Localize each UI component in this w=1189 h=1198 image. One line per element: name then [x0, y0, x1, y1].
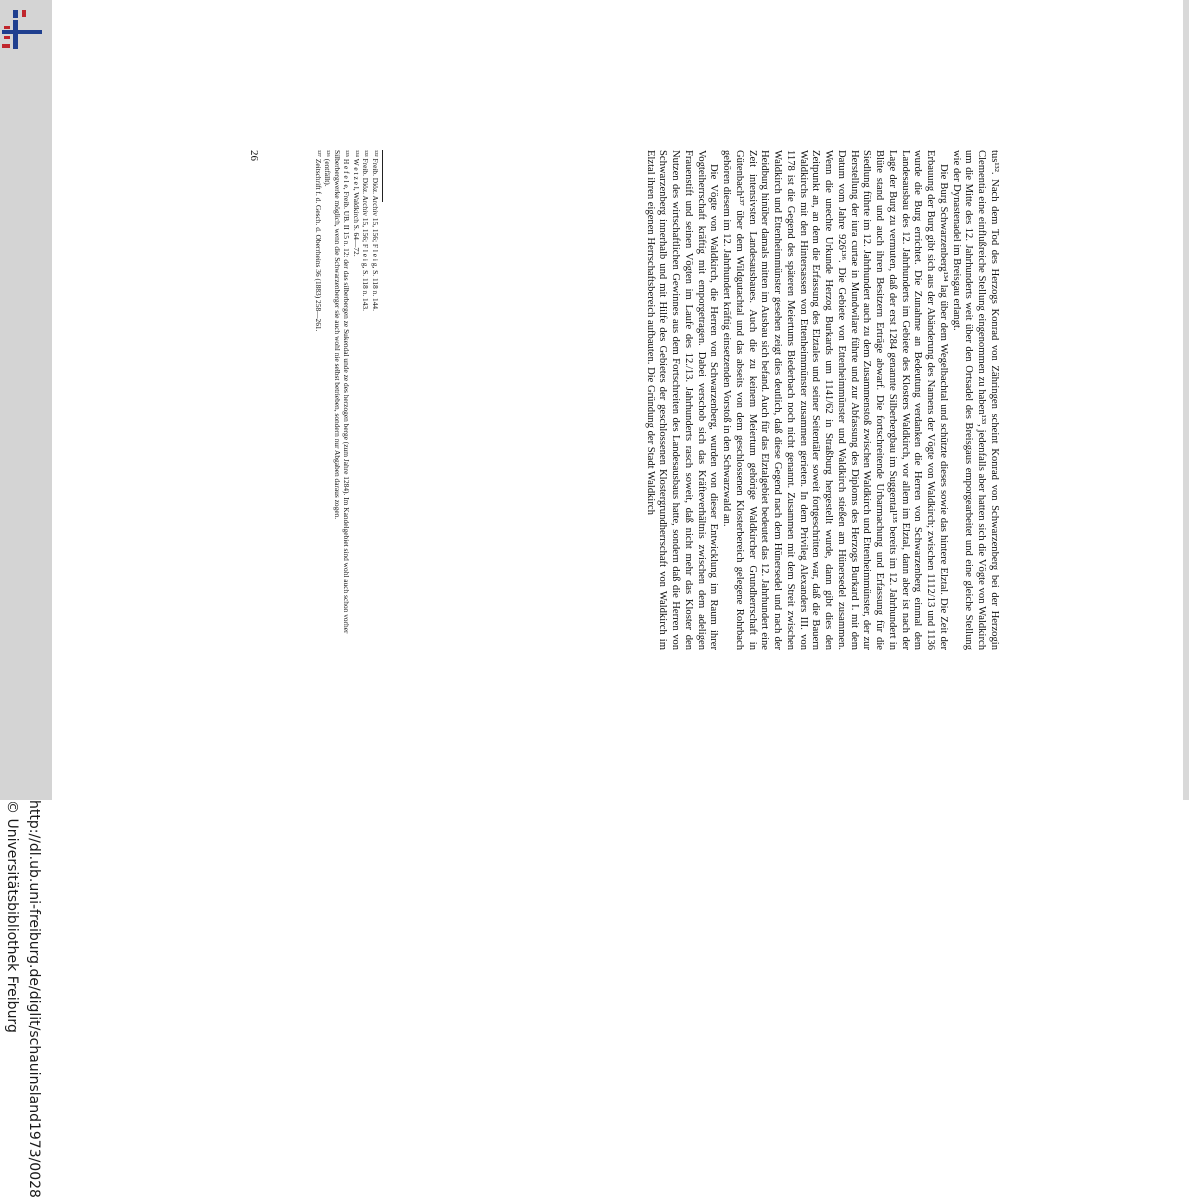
footnote: ¹³⁶ (entfällt). — [323, 150, 333, 187]
page-number: 26 — [248, 150, 260, 161]
body-text — [643, 150, 1000, 650]
copyright-notice: © Universitätsbibliothek Freiburg — [4, 800, 20, 1033]
footnotes — [314, 150, 381, 650]
footnote: ¹³² Freib. Diöz. Archiv 15, 156; F l e i g, S. 118 n. 144. — [371, 150, 380, 311]
paragraph: tus¹³². Nach dem Tod des Herzogs Konrad von Zähringen scheint Konrad von Schwarzenberg bei der Herzogin Clementia eine einflußreiche Stellung eingenommen zu haben¹³³, jedenfalls aber hatten sich die Vögte von Waldkirch um die Mitte des 12. Jahrhunderts weit über den Ortsadel des Breisgaus emporgearbeitet und eine gleiche Stellung wie der Dynastenadel im Breisgau erlangt. — [950, 150, 1000, 650]
paragraph: Die Burg Schwarzenberg¹³⁴ lag über dem Wegelbachtal und schützte dieses sowie das hintere Elztal. Die Zeit der Erbauung der Burg gibt sich aus der Abänderung des Namens der Vögte von Waldkirch; zwischen 1112/13 und 1136 wurde die Burg errichtet. Die Zunahme an Bedeutung verdanken die Herren von Schwarzenberg einmal dem Landesausbau des 12. Jahrhunderts im Gebiete des Klosters Waldkirch, vor allem im Elztal, dann aber ist nach der Lage der Burg zu vermuten, daß der erst 1284 genannte Silberbergbau im Suggental¹³⁵ bereits im 12. Jahrhundert in Blüte stand und auch ihren Besitzern Erträge abwarf. Die fortschreitende Urbarmachung und Erfassung für die Siedlung führte im 12. Jahrhundert auch zu dem Zusammenstoß zwischen Waldkirch und Ettenheimmünster, der zur Herstellung der iura curtae in Mundwilare führte und zur Abfassung des Diploms des Herzogs Burkard I. mit dem Datum vom Jahre 926¹³⁶. Die Gebiete von Ettenheimmünster und Waldkirch stießen am Hünersedel zusammen. Wenn die unechte Urkunde Herzog Burkards um 1141/62 in Straßburg hergestellt wurde, dann gibt dies den Zeitpunkt an, an dem die Erfassung des Elztales und seiner Seitentäler soweit fortgeschritten war, daß die Bauern Waldkirchs mit den Hintersassen von Ettenheimmünster zusammen gerieten. In dem Privileg Alexanders III. von 1178 ist die Gegend des späteren Meiertums Biederbach noch nicht genannt. Zusammen mit dem Streit zwischen Waldkirch und Ettenheimmünster gesehen zeigt dies deutlich, daß diese Gegend nach dem Hünersedel und nach der Heidburg hinüber damals mitten im Ausbau sich befand. Auch für das Elztalgebiet bedeutet das 12. Jahrhundert eine Zeit intensivsten Landesausbaues. Auch die zu keinem Meiertum gehörige Waldkircher Grundherrschaft in Gütenbach¹³⁷ über dem Wildgutachtal und das abseits von dem geschlossenen Klosterbereich gelegene Rohrbach gehören diesem im 12. Jahrhundert kräftig einsetzenden Vorstoß in den Schwarzwald an. — [721, 150, 949, 650]
footnote: ¹³⁵ H e f e l e, Freib. UB. II 15 n. 12: der das silberbergen ze Sukendal unde ze des herzogen berge (zum Jahre 1284). Im Kandelgebiet sind wohl auch schon vorher Silberbergwerke möglich, wenn die Schwarzenberger sie auch wohl nie selbst betrieben, sondern nur Abgaben daraus zogen. — [333, 150, 352, 634]
footnote: ¹³⁷ Zeitschrift f. d. Gesch. d. Oberrheins 36 (1883) 258—261. — [314, 150, 323, 332]
footnote: ¹³³ Freib. Diöz. Archiv 15, 156; F l e i g, S. 118 n. 143. — [361, 150, 371, 311]
footnote: ¹³⁴ W e t z e l, Waldkirch S. 64—72. — [352, 150, 361, 257]
scrollbar[interactable] — [1183, 0, 1189, 800]
sidebar — [0, 0, 52, 1198]
paragraph: Die Vögte von Waldkirch, die Herren von Schwarzenberg, wurden von dieser Entwicklung im Raum ihrer Vogteiherrschaft kräftig mit emporgetragen. Dabei verschob sich das Kräfteverhältnis zwischen dem adeligen Frauenstift und seinen Vögten im Laufe des 12./13. Jahrhunderts rasch soweit, daß nicht mehr das Kloster den Nutzen des wirtschaftlichen Gewinnes aus dem Fortschreiten des Landesausbaus hatte, sondern daß die Herren von Schwarzenberg innerhalb und mit Hilfe des Gebietes der geschlossenen Klostergrundherrschaft von Waldkirch im Elztal ihren eigenen Herrschaftsbereich aufbauten. Die Gründung der Stadt Waldkirch — [644, 150, 720, 650]
source-url-link[interactable]: http://dl.ub.uni-freiburg.de/diglit/schauinsland1973/0028 — [26, 800, 42, 1198]
footnote-divider — [382, 150, 383, 202]
scanned-page — [240, 150, 1000, 650]
university-library-logo-icon[interactable] — [0, 8, 44, 52]
